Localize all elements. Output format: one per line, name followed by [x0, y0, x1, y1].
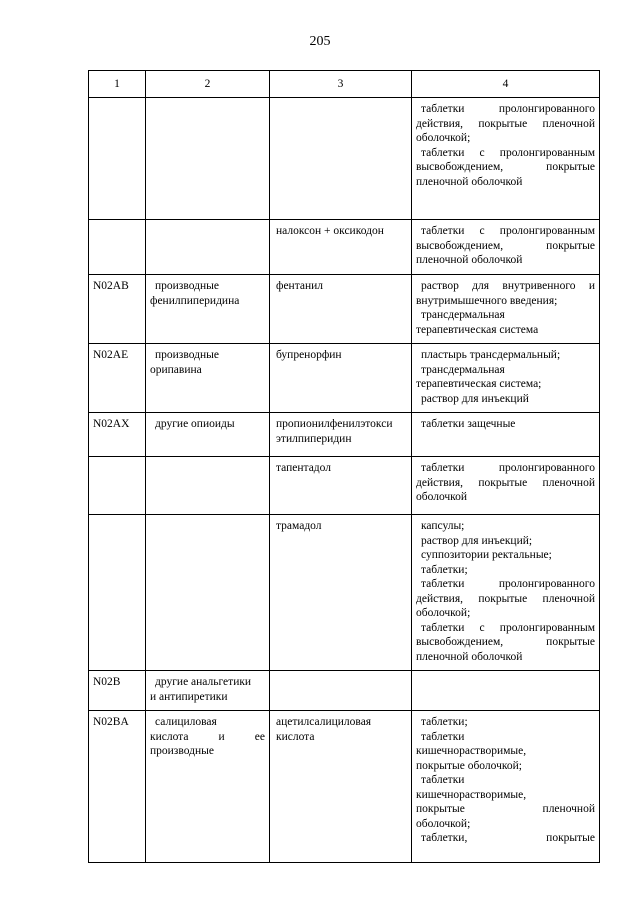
dosage-form-line: пленочной оболочкой — [416, 175, 523, 188]
dosage-forms-cell — [412, 711, 600, 863]
atc-code-cell — [89, 98, 146, 220]
table-row — [89, 344, 600, 413]
dosage-forms-cell — [412, 220, 600, 275]
page-number: 205 — [309, 34, 331, 49]
dosage-form-line: пластырь трансдермальный; — [421, 349, 561, 361]
dosage-form-line: таблетки, покрытые — [421, 832, 595, 844]
dosage-forms-cell — [412, 457, 600, 515]
dosage-form-line: раствор для инъекций; — [421, 534, 533, 547]
dosage-form-line: терапевтическая система — [416, 323, 539, 336]
anatomic-group-line: салициловая — [155, 716, 217, 728]
drug-name-cell — [270, 98, 412, 220]
drug-name-line: ацетилсалициловая — [276, 716, 372, 728]
anatomic-group-cell — [146, 220, 270, 275]
dosage-form-line: пленочной оболочкой — [416, 254, 523, 266]
dosage-forms-cell — [412, 413, 600, 457]
dosage-forms-cell — [412, 275, 600, 344]
dosage-form-line: таблетки; — [421, 563, 468, 576]
atc-code-cell — [89, 711, 146, 863]
dosage-form-line: таблетки; — [421, 716, 468, 728]
atc-code: N02AX — [93, 418, 130, 430]
dosage-form-line: таблетки — [421, 730, 465, 743]
drug-name-cell — [270, 220, 412, 275]
atc-code-cell — [89, 344, 146, 413]
dosage-form-line: оболочкой; — [416, 132, 471, 144]
anatomic-group-cell — [146, 671, 270, 711]
anatomic-group-line: орипавина — [150, 363, 202, 376]
dosage-form-line: таблетки пролонгированного — [421, 103, 595, 115]
atc-code: N02BA — [93, 716, 129, 728]
atc-code-cell — [89, 671, 146, 711]
dosage-form-line: терапевтическая система; — [416, 378, 542, 390]
drug-name-line: этилпиперидин — [276, 432, 352, 445]
drug-name-line: пропионилфенилэтокси — [276, 418, 393, 430]
anatomic-group-line: кислота и ее — [150, 730, 265, 743]
drug-name-line: бупренорфин — [276, 349, 342, 361]
drug-name-line: тапентадол — [276, 462, 331, 474]
table-row — [89, 413, 600, 457]
anatomic-group-cell — [146, 711, 270, 863]
dosage-form-line: таблетки с пролонгированным — [421, 621, 595, 634]
table-row — [89, 220, 600, 275]
dosage-form-line: таблетки с пролонгированным — [421, 225, 595, 237]
atc-code: N02B — [93, 676, 121, 688]
dosage-form-line: действия, покрытые пленочной — [416, 592, 595, 605]
anatomic-group-line: и антипиретики — [150, 690, 228, 703]
table-row — [89, 98, 600, 220]
atc-code-cell — [89, 457, 146, 515]
dosage-form-line: суппозитории ректальные; — [421, 549, 552, 561]
dosage-form-line: таблетки защечные — [421, 418, 516, 430]
drug-name-cell — [270, 515, 412, 671]
table-row — [89, 711, 600, 863]
drug-name-cell — [270, 275, 412, 344]
dosage-forms-cell — [412, 671, 600, 711]
dosage-form-line: оболочкой; — [416, 817, 471, 830]
table-row — [89, 275, 600, 344]
dosage-form-line: действия, покрытые пленочной — [416, 117, 595, 130]
atc-code-cell — [89, 515, 146, 671]
dosage-form-line: кишечнорастворимые, — [416, 745, 527, 757]
dosage-form-line: покрытые оболочкой; — [416, 759, 522, 772]
dosage-forms-cell — [412, 98, 600, 220]
anatomic-group-line: производные — [155, 349, 219, 361]
dosage-form-line: высвобождением, покрытые — [416, 636, 595, 648]
dosage-form-line: кишечнорастворимые, — [416, 788, 527, 801]
anatomic-group-line: фенилпиперидина — [150, 294, 240, 307]
table-row — [89, 671, 600, 711]
dosage-form-line: покрытые пленочной — [416, 803, 595, 815]
dosage-form-line: трансдермальная — [421, 309, 505, 321]
dosage-form-line: трансдермальная — [421, 363, 505, 376]
anatomic-group-cell — [146, 515, 270, 671]
dosage-form-line: высвобождением, покрытые — [416, 239, 595, 252]
anatomic-group-line: производные — [155, 280, 219, 292]
dosage-form-line: раствор для внутривенного и — [421, 280, 595, 292]
table-header-row — [89, 71, 600, 98]
atc-code: N02AE — [93, 349, 129, 361]
anatomic-group-cell — [146, 413, 270, 457]
drug-name-cell — [270, 711, 412, 863]
column-header-2: 2 — [146, 71, 270, 98]
drug-name-cell — [270, 344, 412, 413]
table-row — [89, 515, 600, 671]
dosage-form-line: таблетки пролонгированного — [421, 578, 595, 590]
anatomic-group-line: производные — [150, 745, 214, 757]
dosage-form-line: таблетки пролонгированного — [421, 462, 595, 474]
dosage-form-line: таблетки — [421, 774, 465, 786]
anatomic-group-cell — [146, 275, 270, 344]
dosage-forms-cell — [412, 344, 600, 413]
dosage-forms-cell — [412, 515, 600, 671]
drug-name-line: налоксон + оксикодон — [276, 225, 384, 237]
table-row — [89, 457, 600, 515]
drug-name-cell — [270, 671, 412, 711]
dosage-form-line: капсулы; — [421, 520, 465, 532]
atc-code-cell — [89, 413, 146, 457]
dosage-form-line: действия, покрытые пленочной — [416, 476, 595, 489]
medication-table — [88, 70, 600, 863]
dosage-form-line: оболочкой; — [416, 607, 471, 619]
drug-name-line: фентанил — [276, 280, 324, 292]
column-header-1: 1 — [89, 71, 146, 98]
drug-name-line: кислота — [276, 730, 315, 743]
atc-code: N02AB — [93, 280, 129, 292]
dosage-form-line: высвобождением, покрытые — [416, 161, 595, 173]
anatomic-group-cell — [146, 98, 270, 220]
dosage-form-line: пленочной оболочкой — [416, 650, 523, 663]
column-header-3: 3 — [270, 71, 412, 98]
atc-code-cell — [89, 220, 146, 275]
dosage-form-line: таблетки с пролонгированным — [421, 146, 595, 159]
anatomic-group-line: другие опиоиды — [155, 418, 235, 430]
dosage-form-line: внутримышечного введения; — [416, 294, 558, 307]
drug-name-cell — [270, 413, 412, 457]
dosage-form-line: оболочкой — [416, 491, 468, 503]
column-header-4: 4 — [412, 71, 600, 98]
drug-name-line: трамадол — [276, 520, 322, 532]
dosage-form-line: раствор для инъекций — [421, 392, 529, 405]
drug-name-cell — [270, 457, 412, 515]
atc-code-cell — [89, 275, 146, 344]
anatomic-group-cell — [146, 344, 270, 413]
anatomic-group-line: другие анальгетики — [155, 676, 252, 688]
anatomic-group-cell — [146, 457, 270, 515]
